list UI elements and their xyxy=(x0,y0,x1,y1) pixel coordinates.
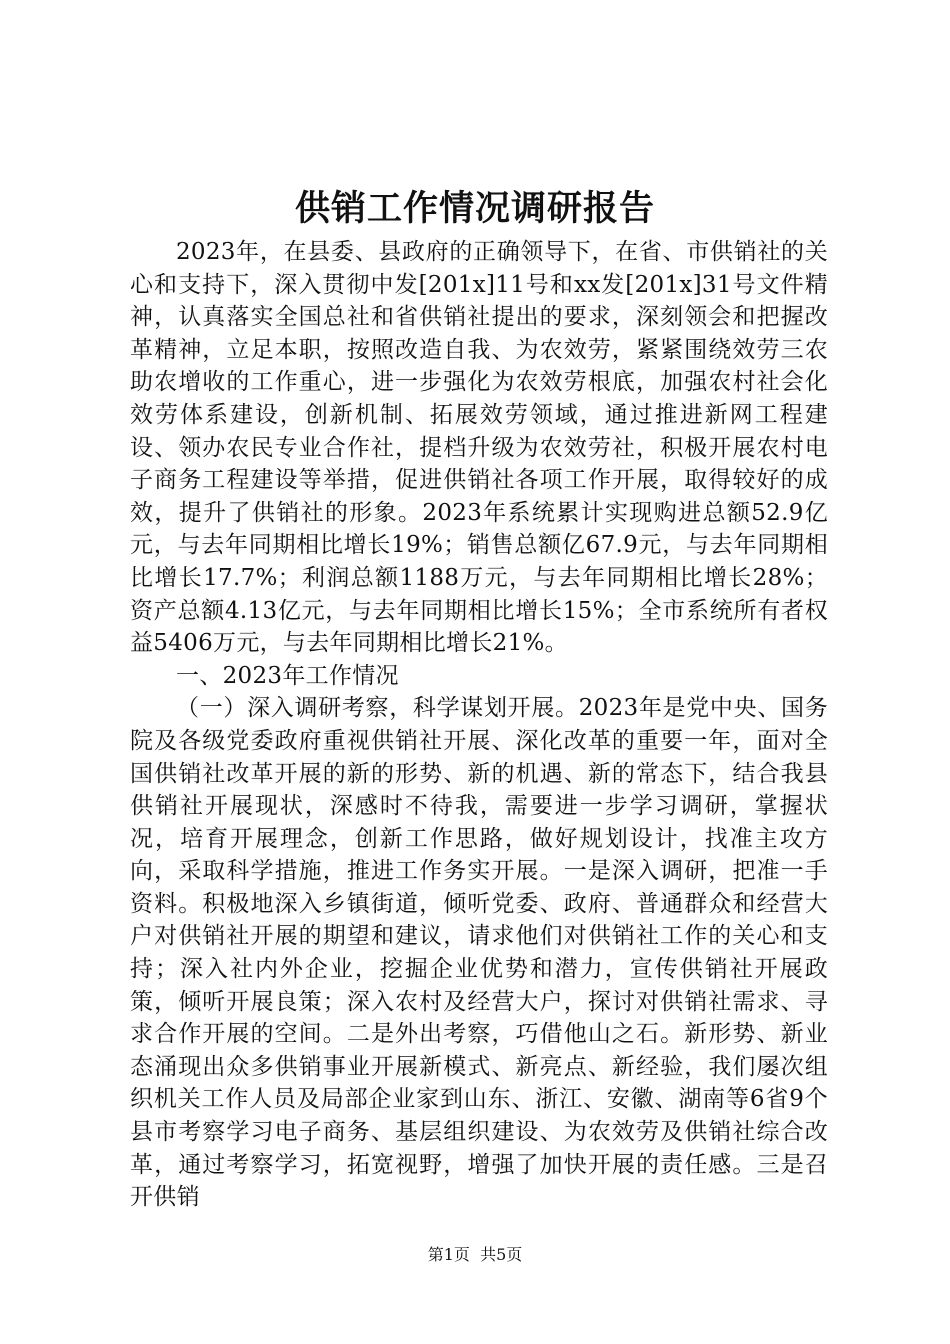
paragraph-intro: 2023年，在县委、县政府的正确领导下，在省、市供销社的关心和支持下，深入贯彻中发[201x]11号和xx发[201x]31号文件精神，认真落实全国总社和省供销社提出的要求，深刻领会和把握改革精神，立足本职，按照改造自我、为农效劳，紧紧围绕效劳三农助农增收的工作重心，进一步强化为农效劳根底，加强农村社会化效劳体系建设，创新机制、拓展效劳领域，通过推进新网工程建设、领办农民专业合作社，提档升级为农效劳社，积极开展农村电子商务工程建设等举措，促进供销社各项工作开展，取得较好的成效，提升了供销社的形象。2023年系统累计实现购进总额52.9亿元，与去年同期相比增长19%；销售总额亿67.9元，与去年同期相比增长17.7%；利润总额1188万元，与去年同期相比增长28%；资产总额4.13亿元，与去年同期相比增长15%；全市系统所有者权益5406万元，与去年同期相比增长21%。 xyxy=(130,239,828,657)
document-body xyxy=(130,236,828,1214)
page-total: 共5页 xyxy=(480,1245,523,1264)
paragraph-research: （一）深入调研考察，科学谋划开展。2023年是党中央、国务院及各级党委政府重视供销社开展、深化改革的重要一年，面对全国供销社改革开展的新的形势、新的机遇、新的常态下，结合我县供销社开展现状，深感时不待我，需要进一步学习调研，掌握状况，培育开展理念，创新工作思路，做好规划设计，找准主攻方向，采取科学措施，推进工作务实开展。一是深入调研，把准一手资料。积极地深入乡镇街道，倾听党委、政府、普通群众和经营大户对供销社开展的期望和建议，请求他们对供销社工作的关心和支持；深入社内外企业，挖掘企业优势和潜力，宣传供销社开展政策，倾听开展良策；深入农村及经营大户，探讨对供销社需求、寻求合作开展的空间。二是外出考察，巧借他山之石。新形势、新业态涌现出众多供销事业开展新模式、新亮点、新经验，我们屡次组织机关工作人员及局部企业家到山东、浙江、安徽、湖南等6省9个县市考察学习电子商务、基层组织建设、为农效劳及供销社综合改革，通过考察学习，拓宽视野，增强了加快开展的责任感。三是召开供销 xyxy=(130,695,828,1211)
document-title: 供销工作情况调研报告 xyxy=(294,188,655,229)
page-number: 第1页 xyxy=(427,1245,470,1264)
page-footer xyxy=(0,1244,950,1266)
section-heading: 一、2023年工作情况 xyxy=(176,662,399,689)
